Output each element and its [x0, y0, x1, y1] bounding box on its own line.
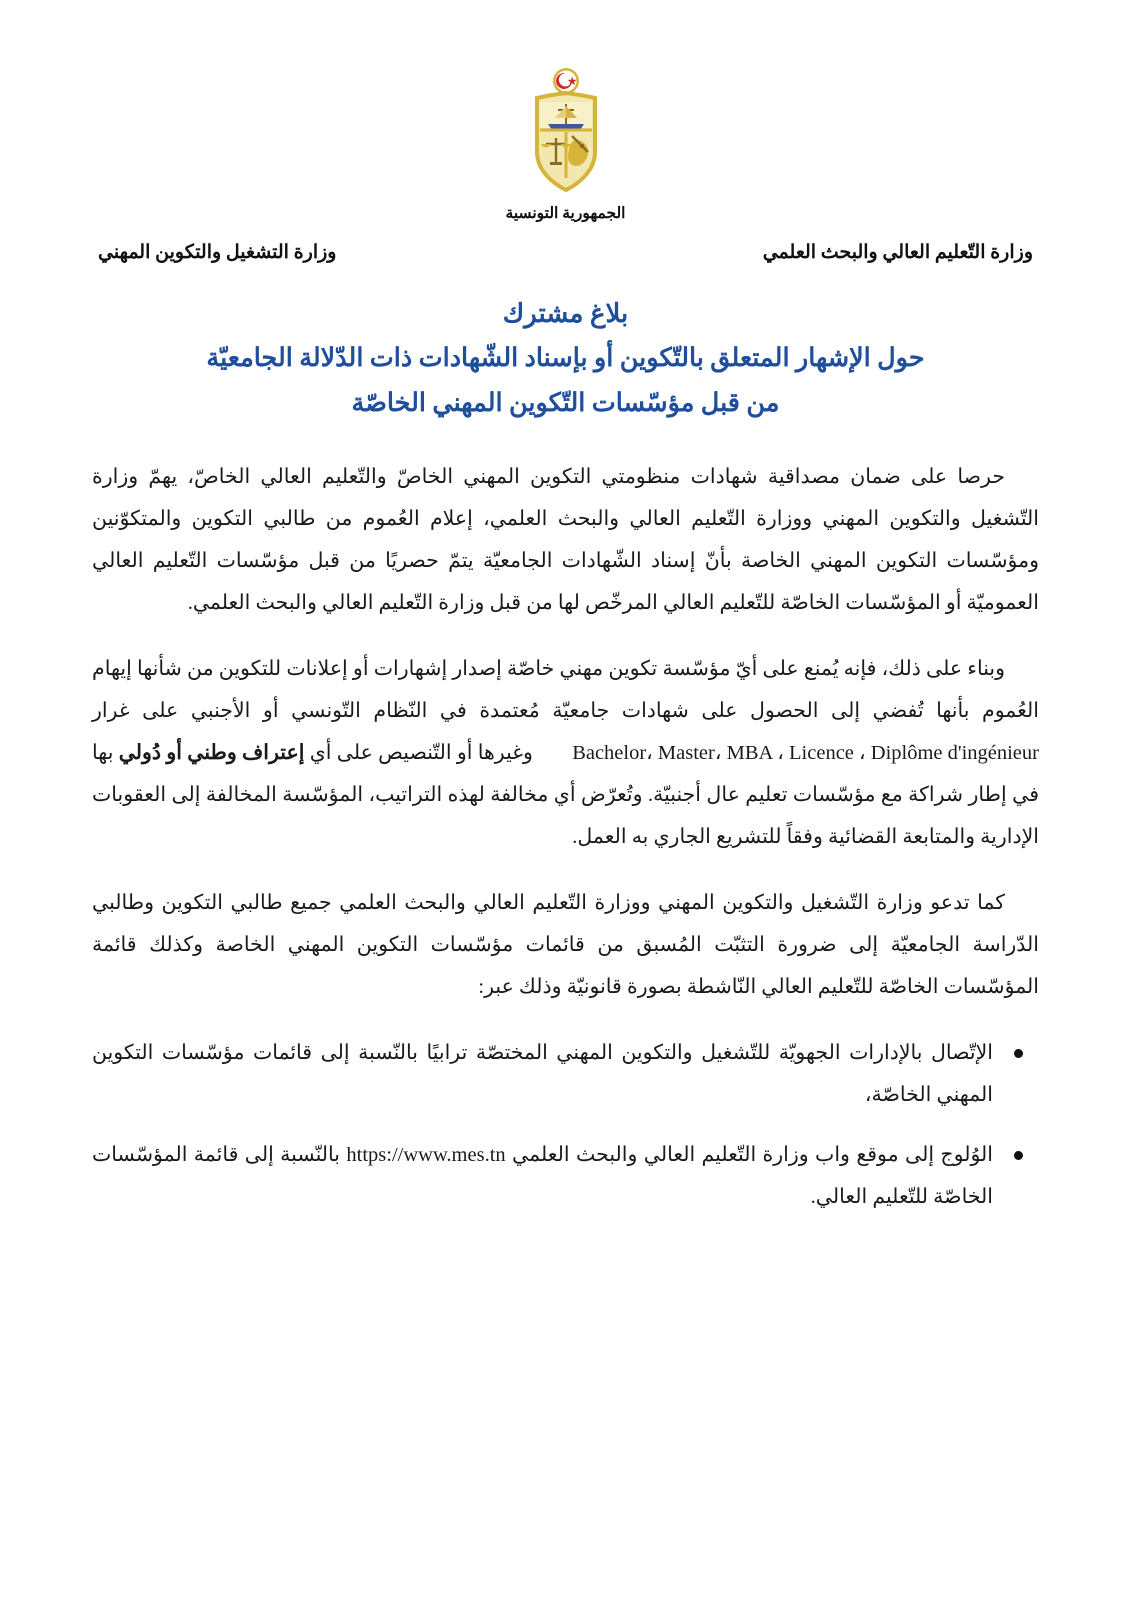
- document-subtitle-line-1: حول الإشهار المتعلق بالتّكوين أو بإسناد الشّهادات ذات الدّلالة الجامعيّة: [206, 343, 925, 372]
- ministries-row: [92, 241, 1039, 264]
- emblem-caption: الجمهورية التونسية: [505, 205, 626, 222]
- list-item: الوُلوج إلى موقع واب وزارة التّعليم العالي والبحث العلمي https://www.mes.tn بالنّسبة إلى قائمة المؤسّسات الخاصّة للتّعليم العالي.: [92, 1134, 1039, 1218]
- list-item: الإتّصال بالإدارات الجهويّة للتّشغيل والتكوين المهني المختصّة ترابيًا بالنّسبة إلى قائمات مؤسّسات التكوين المهني الخاصّة،: [92, 1032, 1039, 1116]
- ministry-left-label: وزارة التّعليم العالي والبحث العلمي: [762, 242, 1033, 263]
- document-subtitle-line-2: من قبل مؤسّسات التّكوين المهني الخاصّة: [351, 388, 780, 418]
- paragraph-1: حرصا على ضمان مصداقية شهادات منظومتي التكوين المهني الخاصّ والتّعليم العالي الخاصّ، يهمّ وزارة التّشغيل والتكوين المهني ووزارة التّعليم العالي والبحث العلمي، إعلام العُموم من طالبي التكوين والمتكوّنين ومؤسّسات التكوين المهني الخاصة بأنّ إسناد الشّهادات الجامعيّة يتمّ حصريًا من قبل مؤسّسات التّعليم العالي العموميّة أو المؤسّسات الخاصّة للتّعليم العالي المرخّص لها من قبل وزارة التّعليم العالي والبحث العلمي.: [92, 465, 1039, 614]
- paragraph-2: وبناء على ذلك، فإنه يُمنع على أيّ مؤسّسة تكوين مهني خاصّة إصدار إشهارات أو إعلانات للتكوين من شأنها إيهام العُموم بأنها تُفضي إلى الحصول على شهادات جامعيّة مُعتمدة في النّظام التّونسي أو الأجنبي على غرار Bachelor، Master، MBA ، Licence ، Diplôme d'ingénieur وغيرها أو التّنصيص على أي إعتراف وطني أو دُولي بها في إطار شراكة مع مؤسّسات تعليم عال أجنبيّة. وتُعرّض أي مخالفة لهذه التراتيب، المؤسّسة المخالفة إلى العقوبات الإدارية والمتابعة القضائية وفقاً للتشريع الجاري به العمل.: [92, 657, 1039, 848]
- title-block: [92, 294, 1039, 424]
- paragraph-3: كما تدعو وزارة التّشغيل والتكوين المهني ووزارة التّعليم العالي والبحث العلمي جميع طالبي التكوين وطالبي الدّراسة الجامعيّة إلى ضرورة التثبّت المُسبق من قائمات مؤسّسات التكوين المهني الخاصة وكذلك قائمة المؤسّسات الخاصّة للتّعليم العالي النّاشطة بصورة قانونيّة وذلك عبر:: [92, 891, 1039, 998]
- tunisia-coat-of-arms-icon: [520, 66, 612, 198]
- ministry-right-label: وزارة التشغيل والتكوين المهني: [98, 242, 337, 263]
- document-body: [92, 456, 1039, 1218]
- bullet-list: [92, 1032, 1039, 1218]
- emblem-block: [92, 66, 1039, 223]
- document-title: بلاغ مشترك: [502, 299, 629, 328]
